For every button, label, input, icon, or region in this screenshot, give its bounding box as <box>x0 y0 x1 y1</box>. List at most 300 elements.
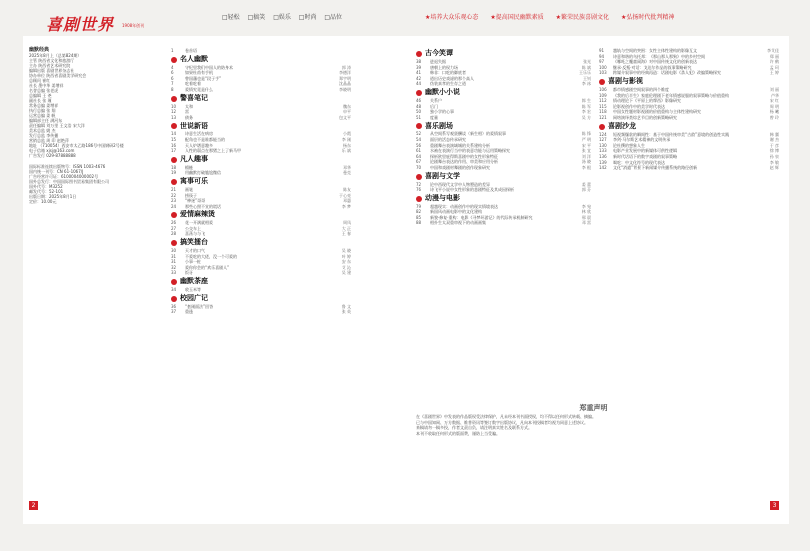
toc-item <box>599 165 779 171</box>
toc-page-number: 8 <box>171 86 174 92</box>
section-title: 搞笑擂台 <box>180 238 208 247</box>
tab-label: □搞笑 <box>247 14 266 21</box>
section-heading <box>171 293 351 302</box>
section-bullet-icon <box>599 124 605 130</box>
toc-title: 新貌·修复·重构：电影《寻梦环游记》的代际传承机制研究 <box>430 214 533 220</box>
section-title: 古今笑谭 <box>425 49 453 58</box>
toc-page-number: 106 <box>599 86 607 92</box>
toc-author: 安 东 <box>341 259 351 265</box>
left-page <box>23 36 408 524</box>
issue-line: 2025年8月上（总第824期） <box>29 53 82 58</box>
toc-author <box>323 287 351 293</box>
toc-title: 画笔 <box>185 186 193 192</box>
section-title: 世说新语 <box>180 121 208 130</box>
toc-title: 论剧舞台表达的作用、审美和应用分析 <box>430 159 498 165</box>
copyright-notice <box>416 406 771 436</box>
masthead-line: 美术总监 姚 杰 <box>29 128 56 133</box>
toc-title: 《哪吒之魔童闹海》对中国传统文化的创新表达 <box>613 59 697 65</box>
toc-author <box>323 48 351 54</box>
toc-author: 李 冰 <box>581 81 591 87</box>
masthead-line: 主办 陕西省艺术研究院 <box>29 63 71 68</box>
toc-page-number: 10 <box>171 103 177 109</box>
toc-page-number: 13 <box>171 114 177 120</box>
section-bullet-icon <box>171 296 177 302</box>
toc-title: “棒迷”哥哥 <box>185 198 206 204</box>
toc-title: 文化“消遣”背景下新闻媒介传播系统的路径创新 <box>613 165 698 171</box>
publishing-line: 国际标准连续出版物号：ISSN 1003-4676 <box>29 164 106 169</box>
toc-column-1 <box>171 48 351 315</box>
section-bullet-icon <box>416 123 422 129</box>
toc-title: 饭牙 <box>185 270 193 276</box>
toc-title: 情动理论下《平原上的摩西》影像研究 <box>613 98 681 104</box>
masthead-line: 主管 陕西省文化和旅游厅 <box>29 58 75 63</box>
toc-item <box>171 204 351 210</box>
masthead-line: 地址 （710054）西安市太乙路186号中国钢研2号楼 <box>29 143 124 148</box>
publishing-line: 国内统一刊号：CN 61-1067/J <box>29 169 84 174</box>
toc-page-number: 88 <box>416 220 422 226</box>
page-number-left: 2 <box>29 501 38 510</box>
section-bullet-icon <box>599 79 605 85</box>
toc-title: 新时代话语下的数字戏剧的叙事策略 <box>613 153 677 159</box>
toc-page-number: 30 <box>171 248 177 254</box>
toc-page-number: 21 <box>171 186 177 192</box>
toc-title: 喜荡与与飞 <box>185 231 205 237</box>
toc-author: 沈晶晶 <box>339 81 351 87</box>
toc-page-number: 124 <box>599 131 607 137</box>
toc-title: 李剑·马尔斯艺术精神的文明传承 <box>613 137 671 143</box>
toc-title: 收玉米等 <box>185 287 201 293</box>
toc-title: 配角也不是谁都能当的 <box>185 136 225 142</box>
toc-page-number: 44 <box>416 81 422 87</box>
toc-page-number: 31 <box>171 259 177 265</box>
notice-text <box>416 414 771 436</box>
notice-line: 在《喜剧世界》中发表的作品版权受法律保护，凡未经本刊书面授权，均不得以任何形式转载、摘编。 <box>416 414 596 420</box>
section-heading <box>171 93 351 102</box>
toc-author: 姜 蕾 <box>581 181 591 187</box>
section-heading <box>171 212 351 218</box>
toc-page-number: 31 <box>171 253 177 259</box>
toc-page-number: 17 <box>171 148 177 154</box>
section-title: 幽默小小说 <box>425 88 460 97</box>
toc-title: 越轨与空间的突围：女性主体性建构的影像互文 <box>613 48 697 53</box>
toc-author: 郭 芬 <box>581 187 591 193</box>
toc-title: 爱情究竟是什么 <box>185 86 213 92</box>
section-heading <box>416 51 591 57</box>
notice-line: 来稿请勿一稿多投，作者文责自负，请注明真实姓名及联系方式。 <box>416 425 532 431</box>
toc-item <box>599 70 779 76</box>
toc-title: 卷首语 <box>185 48 197 53</box>
toc-title: 面层的活态传承研究 <box>430 136 466 142</box>
toc-author: 卢华 <box>771 92 779 98</box>
toc-author: 李德洋 <box>339 70 351 76</box>
section-heading <box>599 79 779 85</box>
toc-author: 赵 辉 <box>769 165 779 171</box>
toc-page-number: 36 <box>171 303 177 309</box>
publishing-line: 出版日期：2025年8月1日 <box>29 194 77 199</box>
toc-page-number: 28 <box>171 231 177 237</box>
toc-title: 论影视创作中的美学时代表达 <box>613 103 665 109</box>
notice-line: 本刊不收取任何形式的版面费，谨防上当受骗。 <box>416 430 500 436</box>
toc-author: 郑 丽 <box>769 53 779 59</box>
toc-page-number: 24 <box>171 203 177 209</box>
toc-author: 陈 斌 <box>581 64 591 70</box>
toc-page-number: 76 <box>416 187 422 193</box>
toc-page-number: 70 <box>416 164 422 170</box>
toc-author: 王 春 <box>341 231 351 237</box>
toc-author: 李晓明 <box>339 86 351 92</box>
toc-title: 榴梿 <box>185 164 193 170</box>
section-bullet-icon <box>416 174 422 180</box>
section-title: 喜乐剧场 <box>425 121 453 130</box>
section-title: 凡人趣事 <box>180 154 208 163</box>
section-bullet-icon <box>171 123 177 129</box>
toc-author: 叶 婷 <box>341 253 351 259</box>
toc-page-number: 34 <box>171 287 177 293</box>
toc-page-number: 121 <box>599 114 607 120</box>
toc-title: 花一开满就相爱 <box>185 220 213 226</box>
section-bullet-icon <box>171 157 177 163</box>
toc-title: 债务 <box>185 114 193 120</box>
toc-author: 汤 晓 <box>581 159 591 165</box>
toc-author: 曼克 <box>343 170 351 176</box>
toc-page-number: 112 <box>599 98 607 104</box>
toc-author: 郭 涛 <box>341 64 351 70</box>
toc-author: 许 鹤 <box>769 59 779 65</box>
toc-page-number: 23 <box>171 198 177 204</box>
section-heading <box>416 193 591 202</box>
toc-author: 严 明 <box>581 136 591 142</box>
toc-author: 大 正 <box>341 225 351 231</box>
toc-author: 宋 平 <box>581 142 591 148</box>
toc-author: 陈 军 <box>581 103 591 109</box>
toc-author: 宋 红 <box>769 98 779 104</box>
masthead-line: 常务总编 姜增祥 <box>29 103 59 108</box>
toc-item <box>416 165 591 171</box>
slogans-bar <box>425 12 684 21</box>
toc-title: 从空间系写观贤酬谈（新生相）的爱情叙事 <box>430 131 506 137</box>
section-bullet-icon <box>416 90 422 96</box>
toc-page-number: 115 <box>599 103 607 109</box>
toc-title: 度量 <box>430 114 438 120</box>
tab-label: □轻松 <box>222 14 240 21</box>
slogan: ★繁荣民族喜剧文化 <box>555 14 610 21</box>
toc-page-number: 127 <box>599 137 607 143</box>
toc-author: 郎 生 <box>581 97 591 103</box>
masthead-line: 协办单位 陕西省喜剧美学研究会 <box>29 73 87 78</box>
toc-title: 伪装真孝的生存之道 <box>430 81 466 87</box>
toc-page-number: 130 <box>599 142 607 148</box>
publishing-info <box>29 164 127 204</box>
toc-title: 唐朝上的权力场 <box>430 64 458 70</box>
toc-title: 诗飞平小说中女性形象的悲剧特征及其成因探析 <box>430 187 514 193</box>
toc-title: “套刚面法”回答 <box>185 303 214 309</box>
toc-title: 天才的口气 <box>185 248 205 254</box>
toc-title: 小事一桩 <box>185 259 201 265</box>
toc-author: 韩 翼 <box>769 131 779 137</box>
toc-page-number: 67 <box>416 159 422 165</box>
toc-author: 杨东 <box>343 142 351 148</box>
toc-author: 乐 斌 <box>341 148 351 154</box>
toc-title: 公交车上 <box>185 225 201 231</box>
toc-author: 吴 晓 <box>341 248 351 254</box>
toc-author: 林 欣 <box>581 209 591 215</box>
toc-author: 吴 建 <box>341 270 351 276</box>
toc-page-number: 61 <box>416 148 422 154</box>
toc-author: 孙 泉 <box>769 153 779 159</box>
section-bullet-icon <box>171 240 177 246</box>
toc-page-number: 26 <box>171 220 177 226</box>
toc-item <box>416 187 591 193</box>
section-title: 喜剧与影视 <box>608 77 643 86</box>
toc-author: 李 宏 <box>581 109 591 115</box>
category-tabs <box>222 12 348 21</box>
toc-page-number: 48 <box>416 103 422 109</box>
founded-label: 1908年创刊 <box>122 23 145 28</box>
toc-page-number: 1 <box>171 48 174 53</box>
section-title: 爱情麻辣烫 <box>180 210 215 219</box>
section-heading <box>171 279 351 285</box>
toc-page-number: 38 <box>416 59 422 64</box>
toc-item <box>171 270 351 276</box>
masthead-line: 副社长 张 瑾 <box>29 98 52 103</box>
section-heading <box>171 240 351 246</box>
toc-page-number: 133 <box>599 148 607 154</box>
toc-title: 韩非：口吃的御底者 <box>430 70 466 76</box>
section-bullet-icon <box>171 279 177 285</box>
section-title: 警喜笔记 <box>180 93 208 102</box>
toc-title: 如果杜甫有手机 <box>185 70 213 76</box>
toc-title: 天人炉谱意趣多 <box>185 142 213 148</box>
toc-item <box>171 309 351 315</box>
toc-page-number: 85 <box>416 214 422 220</box>
toc-page-number: 97 <box>599 59 605 65</box>
masthead-line: 名誉总编 张老虎 <box>29 88 59 93</box>
publishing-line: 邮发代号：52-101 <box>29 189 64 194</box>
toc-title: 继承·反叛·对话：戈达尔作品的叙事策略研究 <box>613 64 692 70</box>
slogan: ★培养大众乐观心态 <box>425 14 479 21</box>
toc-page-number: 64 <box>416 153 422 159</box>
masthead-column <box>29 44 127 204</box>
section-heading <box>171 154 351 163</box>
right-page <box>404 36 789 524</box>
section-heading <box>416 123 591 129</box>
section-heading <box>599 121 779 130</box>
toc-title: 探析欧里庇得斯喜剧中的女性形象特征 <box>430 153 498 159</box>
masthead-line: 执行总编 张 翔 <box>29 108 56 113</box>
toc-item <box>171 148 351 154</box>
section-title: 名人幽默 <box>180 54 208 63</box>
toc-page-number: 42 <box>416 75 422 81</box>
toc-page-number: 39 <box>416 64 422 70</box>
masthead-line: 发行总监 李传播 <box>29 133 59 138</box>
toc-title: 关系户 <box>430 97 442 103</box>
magazine-title: 幽默经典 <box>29 47 50 53</box>
toc-title: 喝吃：中文化符号的现代表达 <box>613 159 665 165</box>
toc-author: 曾 玲 <box>769 114 779 120</box>
notice-title: 郑重声明 <box>579 404 608 412</box>
toc-item <box>171 87 351 93</box>
masthead-line: 营销总监 周 印 赵艳萍 <box>29 138 69 143</box>
toc-page-number: 54 <box>416 136 422 142</box>
toc-page-number: 91 <box>599 48 605 53</box>
toc-page-number: 33 <box>171 270 177 276</box>
toc-title: 网络演绎类综艺节目的创新策略研究 <box>613 114 677 120</box>
toc-title: 诗意生活在病房 <box>185 131 213 137</box>
toc-author: 邓 雷 <box>581 220 591 226</box>
toc-page-number: 72 <box>416 181 422 187</box>
toc-column-3 <box>599 48 779 171</box>
toc-author: 刘 丽 <box>769 86 779 92</box>
section-bullet-icon <box>171 179 177 185</box>
masthead-line: 广告发行 029-87888888 <box>29 153 76 158</box>
toc-author: 申平 <box>343 109 351 115</box>
toc-author: 包文平 <box>339 114 351 120</box>
toc-title: 超越现实：动画创作中的现实情境表达 <box>430 203 498 209</box>
toc-author: 鲁 文 <box>341 303 351 309</box>
tab-label: □品位 <box>324 14 343 21</box>
toc-title: 捞筷子 <box>185 192 197 198</box>
toc-page-number: 37 <box>171 309 177 315</box>
toc-title: 新国风动画电影中的文化建构 <box>430 209 482 215</box>
toc-title: 太和 <box>185 103 193 109</box>
section-title: 动漫与电影 <box>425 193 460 202</box>
toc-author: 王钊 <box>583 75 591 81</box>
toc-author: 李 敏 <box>769 159 779 165</box>
toc-page-number: 41 <box>416 70 422 76</box>
toc-author: 李 刚 <box>341 136 351 142</box>
toc-item <box>171 231 351 237</box>
publishing-line: 广告经营许可证：6100004000002号 <box>29 174 99 179</box>
magazine-logo: 喜剧世界 <box>46 15 115 34</box>
toc-page-number: 50 <box>416 109 422 115</box>
toc-title: 人性的弱点在那猪之上了新马甲 <box>185 148 241 154</box>
toc-title: 后门 <box>430 103 438 109</box>
masthead-lines <box>29 58 127 158</box>
toc-item <box>171 170 351 176</box>
toc-author: 谢 杰 <box>769 137 779 143</box>
toc-page-number: 22 <box>171 192 177 198</box>
toc-page-number: 82 <box>416 209 422 215</box>
toc-page-number: 142 <box>599 165 607 171</box>
toc-item <box>599 115 779 121</box>
toc-title: 独小学的心事 <box>430 109 454 115</box>
section-bullet-icon <box>416 196 422 202</box>
toc-title: 道出历史戏谑的那个高人 <box>430 75 474 81</box>
toc-page-number: 52 <box>416 131 422 137</box>
toc-author: 郑宇明 <box>339 75 351 81</box>
toc-page-number: 51 <box>416 114 422 120</box>
section-bullet-icon <box>171 212 177 218</box>
toc-column-2 <box>416 48 591 226</box>
masthead-line: 电子信箱 xjsj@163.com <box>29 148 75 153</box>
toc-title: 重剧舞台表演域城的关系建构分析 <box>430 142 490 148</box>
section-heading <box>171 179 351 185</box>
toc-page-number: 12 <box>171 109 177 115</box>
toc-item <box>171 48 351 54</box>
section-bullet-icon <box>416 51 422 57</box>
toc-author: 周 明 <box>769 103 779 109</box>
toc-page-number: 118 <box>599 109 607 115</box>
toc-page-number: 16 <box>171 142 177 148</box>
toc-author: 徐 博 <box>769 148 779 154</box>
toc-page-number: 79 <box>416 203 422 209</box>
toc-page-number: 6 <box>171 75 174 81</box>
toc-author: 张光 <box>583 59 591 64</box>
section-title: 喜剧与文学 <box>425 171 460 180</box>
section-title: 校园广记 <box>180 293 208 302</box>
section-heading <box>171 54 351 63</box>
publishing-line: 国外代号：M3252 <box>29 184 63 189</box>
toc-title: 雷 <box>185 109 189 115</box>
toc-author: 张 宜 <box>581 148 591 154</box>
toc-item <box>416 115 591 121</box>
toc-author: 于 彦 <box>769 142 779 148</box>
publishing-line: 定价：10.00元 <box>29 199 57 204</box>
toc-item <box>171 115 351 121</box>
publishing-line: 国外总发行：中国国际图书贸易集团有限公司 <box>29 179 109 184</box>
section-heading <box>416 171 591 180</box>
toc-page-number: 32 <box>171 264 177 270</box>
toc-page-number: 94 <box>599 53 605 59</box>
toc-title: 不爱吃的大佬，没一个可爱的 <box>185 253 237 259</box>
toc-page-number: 139 <box>599 159 607 165</box>
toc-author: 邢 晨 <box>581 214 591 220</box>
toc-author: 杨 曦 <box>769 109 779 115</box>
toc-page-number: 7 <box>171 81 174 87</box>
toc-author: 吴 方 <box>581 114 591 120</box>
toc-page-number: 4 <box>171 64 174 70</box>
toc-author: 于心亮 <box>339 192 351 198</box>
toc-author: 张 英 <box>341 309 351 315</box>
toc-title: 水袖在表演行当中的表意功能与运用策略探究 <box>430 148 510 154</box>
toc-title: 爱你你会的“欢乐喜剧人” <box>185 264 230 270</box>
toc-title: 重逢 <box>185 309 193 315</box>
toc-author: 王乐乐 <box>579 70 591 76</box>
masthead-line: 总顾问 崔红 <box>29 78 51 83</box>
toc-page-number: 46 <box>416 97 422 103</box>
toc-author: 小霞 <box>343 131 351 137</box>
section-title: 幽默茶座 <box>180 277 208 286</box>
section-heading <box>171 123 351 129</box>
slogan: ★弘扬时代批判精神 <box>620 14 675 21</box>
toc-page-number: 109 <box>599 92 607 98</box>
masthead-line: 责任编辑 刘万里 王文浩 宋大洋 <box>29 123 85 128</box>
toc-title: 中国和戏剧材舞剧的创作现象研究 <box>430 164 490 170</box>
toc-title: 跨媒介叙事中的经典再造：话剧电影《杀人犯》改编策略探究 <box>613 70 721 76</box>
toc-author: 魏东 <box>343 103 351 109</box>
toc-title: 用幽默打破尴尬微信 <box>185 170 221 176</box>
toc-author: 艾 沁 <box>341 264 351 270</box>
toc-page-number: 56 <box>416 142 422 148</box>
masthead-line: 总编辑 王 尧 <box>29 93 52 98</box>
toc-title: 吃着吃着 <box>185 81 201 87</box>
masthead-line: 编辑部主任 满河东 <box>29 118 63 123</box>
section-heading <box>416 90 591 96</box>
toc-title: 中国女性题材影视剧的价值重构与主体性建构研究 <box>613 109 701 115</box>
tab-label: □时尚 <box>298 14 317 21</box>
toc-author: 陈友 <box>343 186 351 192</box>
toc-item <box>416 81 591 87</box>
toc-page-number: 27 <box>171 225 177 231</box>
toc-author: 李艾佳 <box>767 48 779 53</box>
toc-author: 李 宛 <box>581 203 591 209</box>
toc-author: 孟 珂 <box>769 64 779 70</box>
toc-title: 论中西现代文学中人物塑造的差异 <box>430 181 490 187</box>
page-number-right: 3 <box>770 501 779 510</box>
section-bullet-icon <box>171 96 177 102</box>
notice-line: 已与中国知网、万方数据、维普资讯等签订数字出版协议，凡向本刊投稿者均视为同意上述协议。 <box>416 419 588 425</box>
toc-page-number: 15 <box>171 136 177 142</box>
